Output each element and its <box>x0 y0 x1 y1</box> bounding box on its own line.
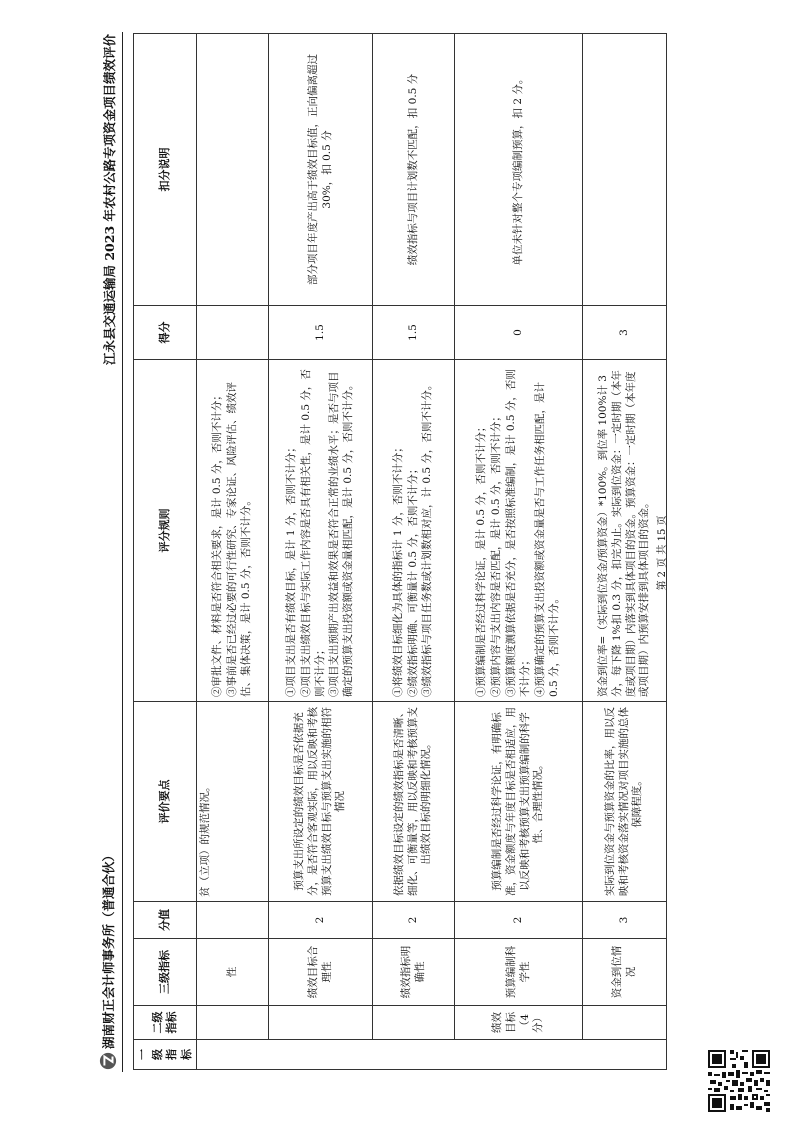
rule-item: ①项目支出是否有绩效目标，是计 1 分，否则不计分； <box>284 442 297 697</box>
note-cell: 部分项目年度产出高于绩效目标值，正向偏离超过 30%，扣 0.5 分 <box>269 34 373 306</box>
report-title: 江永县交通运输局 2023 年农村公路专项资金项目绩效评价 <box>102 34 117 365</box>
rule-cell <box>269 360 373 702</box>
level3-cell: 资金到位情况 <box>583 939 667 1006</box>
got-cell: 3 <box>583 306 667 360</box>
score-cell: 3 <box>583 902 667 939</box>
level2-cell: 绩效目标（4分） <box>455 1006 583 1040</box>
table-row <box>269 34 373 1070</box>
rule-item: 资金到位率=（实际到位资金/预算资金）*100%。到位率 100%计 3 分，每下降 1%扣 0.3 分，扣完为止。实际到位资金：一定时期（本年度或项目期）内落实到具体项目的资金。预算资金：一定时期（本年度或项目期）内预算安排到具体项目的资金。 <box>596 370 651 697</box>
level2-cell <box>269 1006 373 1040</box>
level1-cell <box>197 1040 667 1070</box>
col-header: 评价要点 <box>134 702 197 902</box>
score-cell <box>197 902 269 939</box>
rule-item: ②项目支出绩效目标与实际工作内容是否具有相关性，是计 0.5 分，否则不计分； <box>299 369 326 697</box>
point-cell: 实际到位资金与预算资金的比率，用以反映和考核资金落实情况对项目实施的总体保障程度。 <box>583 702 667 902</box>
level2-cell <box>197 1006 269 1040</box>
table-row <box>373 34 455 1070</box>
got-cell: 1.5 <box>269 306 373 360</box>
got-cell <box>197 306 269 360</box>
rule-item: ②审批文件、材料是否符合相关要求，是计 0.5 分，否则不计分； <box>211 390 224 697</box>
rule-item: ③项目支出预期产出效益和效果是否符合正常的业绩水平；是否与项目确定的预算支出投资额或资金量相匹配，是计 0.5 分，否则不计分。 <box>328 371 355 697</box>
level3-cell: 预算编制科学性 <box>455 939 583 1006</box>
point-cell: 预算编制是否经过科学论证，有明确标准，资金额度与年度目标是否相适应，用以反映和考核预算支出预算编制的科学性、合理性情况。 <box>455 702 583 902</box>
firm-header <box>96 849 120 1070</box>
point-cell: 预算支出所设定的绩效目标是否依据充分，是否符合客观实际，用以反映和考核预算支出绩效目标与预算支出实施的相符情况 <box>269 702 373 902</box>
got-cell: 1.5 <box>373 306 455 360</box>
rule-item: ③事前是否已经过必要的可行性研究、专家论证、风险评估、绩效评估、集体决策，是计 0.5 分，否则不计分。 <box>226 382 252 697</box>
level2-cell <box>373 1006 455 1040</box>
col-header: 三级指标 <box>134 939 197 1006</box>
got-cell: 0 <box>455 306 583 360</box>
header-divider <box>122 32 123 1072</box>
score-cell: 2 <box>373 902 455 939</box>
level3-cell: 性 <box>197 939 269 1006</box>
col-header: 二级指标 <box>134 1006 197 1040</box>
note-cell: 绩效指标与项目计划数不匹配，扣 0.5 分 <box>373 34 455 306</box>
level3-cell: 绩效目标合理性 <box>269 939 373 1006</box>
table-row <box>455 34 583 1070</box>
rule-item: ①将绩效目标细化为具体的指标计 1 分，否则不计分； <box>391 442 404 697</box>
rule-cell <box>373 360 455 702</box>
col-header: 分值 <box>134 902 197 939</box>
rule-item: ③预算额度测算依据是否充分，是否按照标准编制，是计 0.5 分，否则不计分； <box>505 369 532 697</box>
firm-name: 湖南财正会计师事务所（普通合伙） <box>101 848 116 1049</box>
rule-item: ③绩效指标与项目任务数或计划数相对应，计 0.5 分，否则不计分。 <box>421 379 434 697</box>
rule-item: ②预算内容与支出内容是否匹配，是计 0.5 分，否则不计分； <box>490 411 503 697</box>
rule-cell <box>455 360 583 702</box>
evaluation-table <box>133 33 667 1070</box>
note-cell: 单位未针对整个专项编制预算，扣 2 分。 <box>455 34 583 306</box>
level3-cell: 绩效指标明确性 <box>373 939 455 1006</box>
rule-cell <box>197 360 269 702</box>
table-row <box>197 34 269 1070</box>
score-cell: 2 <box>455 902 583 939</box>
point-cell: 贫（立项）的规范情况。 <box>197 702 269 902</box>
col-header: 一级指标 <box>134 1040 197 1070</box>
firm-logo-icon <box>99 1052 117 1070</box>
col-header: 得分 <box>134 306 197 360</box>
qr-code-icon <box>706 1048 772 1114</box>
note-cell <box>197 34 269 306</box>
page-number: 第 2 页 共 15 页 <box>657 515 668 591</box>
col-header: 评分规则 <box>134 360 197 702</box>
col-header: 扣分说明 <box>134 34 197 306</box>
rule-item: ④预算确定的预算支出投资额或资金量是否与工作任务相匹配，是计 0.5 分，否则不计分。 <box>533 382 560 697</box>
rule-item: ①预算编制是否经过科学论证，是计 0.5 分，否则不计分； <box>475 421 488 697</box>
score-cell: 2 <box>269 902 373 939</box>
table-header-row <box>134 34 197 1070</box>
rotated-page <box>96 28 676 1078</box>
rule-item: ②绩效指标明确、可衡量计 0.5 分，否则不计分； <box>406 463 419 697</box>
point-cell: 依据绩效目标设定的绩效指标是否清晰、细化、可衡量等，用以反映和考核预算支出绩效目标的明细化情况。 <box>373 702 455 902</box>
